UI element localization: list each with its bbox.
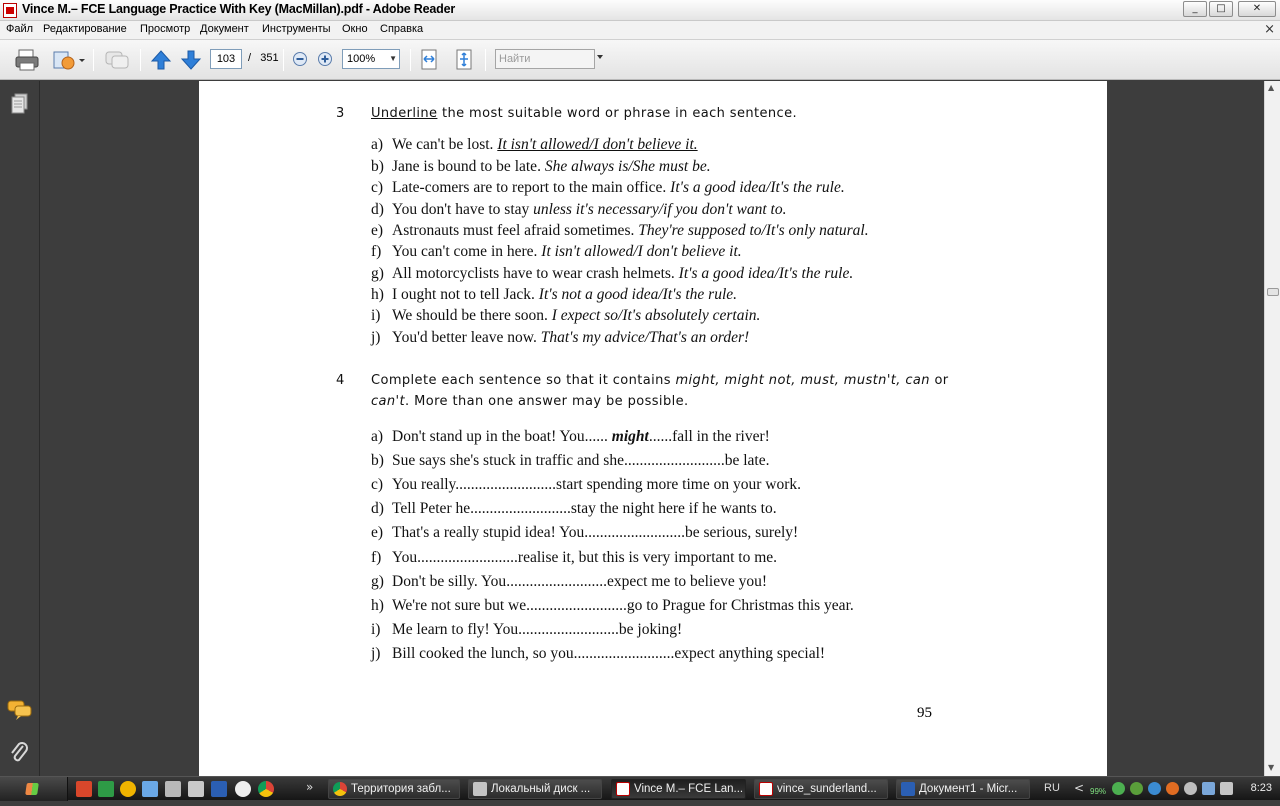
word-icon[interactable]: [211, 781, 227, 797]
users-icon[interactable]: [142, 781, 158, 797]
chrome-icon[interactable]: [258, 781, 274, 797]
item-label: e): [371, 222, 384, 239]
item-text: be joking!: [618, 621, 683, 638]
menu-window[interactable]: Окно: [342, 23, 368, 35]
item-text: You: [392, 549, 418, 566]
item-text: That's a really stupid idea! You: [392, 524, 585, 541]
menu-file[interactable]: Файл: [6, 23, 34, 35]
attachments-paperclip-icon[interactable]: [8, 741, 30, 765]
instruction-text: . More than one answer may be possible.: [405, 394, 689, 409]
scrollbar-thumb[interactable]: [1267, 288, 1279, 296]
exercise-4-item-a: [371, 428, 770, 446]
previous-page-icon[interactable]: [150, 48, 172, 72]
item-text: stay the night here if he wants to.: [570, 500, 777, 517]
menu-help[interactable]: Справка: [380, 23, 424, 35]
item-choice: It's not a good idea/It's the rule.: [538, 286, 738, 303]
item-label: g): [371, 265, 384, 282]
taskbar-item-word[interactable]: [896, 779, 1030, 799]
item-label: b): [371, 452, 384, 469]
menu-document[interactable]: Документ: [200, 23, 249, 35]
item-label: i): [371, 621, 381, 638]
item-choice: It isn't allowed/I don't believe it.: [541, 243, 742, 260]
taskbar: [0, 776, 1280, 800]
taskbar-item-pdf[interactable]: [754, 779, 888, 799]
language-indicator[interactable]: RU: [1044, 782, 1060, 794]
exercise-4-item-h: [371, 597, 854, 615]
item-label: a): [371, 428, 384, 445]
taskbar-item-label: Документ1 - Micr...: [919, 783, 1018, 795]
item-choice: It's a good idea/It's the rule.: [670, 179, 845, 196]
exercise-4-item-j: [371, 645, 825, 663]
item-text: Astronauts must feel afraid sometimes.: [392, 222, 639, 239]
item-label: g): [371, 573, 384, 590]
avast-tray-icon[interactable]: [1166, 782, 1179, 795]
word-icon: [901, 782, 915, 796]
comments-panel-icon[interactable]: [6, 699, 34, 721]
print-icon[interactable]: [14, 48, 40, 72]
exercise-3-item-d: [371, 201, 786, 219]
comment-tool-icon[interactable]: [103, 48, 131, 72]
exercise-4-item-c: [371, 476, 801, 494]
item-blank: ..........................: [417, 549, 518, 566]
exercise-3-item-f: [371, 243, 742, 261]
exercise-4-item-g: [371, 573, 767, 591]
item-label: d): [371, 500, 384, 517]
item-label: j): [371, 329, 381, 346]
item-blank: ..........................: [584, 524, 685, 541]
item-text: All motorcyclists have to wear crash helmets.: [392, 265, 679, 282]
battery-level: 99%: [1090, 787, 1107, 796]
exercise-4-item-e: [371, 524, 798, 542]
excel-icon[interactable]: [98, 781, 114, 797]
share-icon[interactable]: [50, 48, 86, 72]
search-options-chevron-icon[interactable]: [597, 55, 603, 59]
item-text: Don't stand up in the boat! You: [392, 428, 585, 445]
item-label: h): [371, 286, 384, 303]
item-blank: ..........................: [573, 645, 675, 662]
exercise-3-item-c: [371, 179, 845, 197]
fit-page-icon[interactable]: [453, 48, 475, 72]
total-pages: 351: [260, 52, 279, 64]
page-count: [248, 52, 279, 64]
exercise-3-instruction: [371, 106, 797, 121]
taskbar-item-label: Территория забл...: [351, 783, 451, 795]
item-choice: It's a good idea/It's the rule.: [678, 265, 854, 282]
item-label: i): [371, 307, 381, 324]
close-document-icon[interactable]: ×: [1264, 22, 1275, 37]
exercise-3-number: 3: [336, 106, 345, 121]
item-label: c): [371, 179, 384, 196]
exercise-3-item-i: [371, 307, 760, 325]
printed-page-number: 95: [917, 705, 932, 721]
tray-shield-icon[interactable]: [1112, 782, 1125, 795]
item-text: You'd better leave now.: [392, 329, 541, 346]
minimize-button[interactable]: _: [1183, 1, 1207, 17]
item-text: You really: [392, 476, 456, 493]
taskbar-item-chrome[interactable]: [328, 779, 460, 799]
taskbar-item-label: vince_sunderland...: [777, 783, 877, 795]
item-label: f): [371, 243, 382, 260]
drive-icon[interactable]: [165, 781, 181, 797]
item-text: You can't come in here.: [392, 243, 542, 260]
next-page-icon[interactable]: [180, 48, 202, 72]
item-label: e): [371, 524, 384, 541]
exercise-4-item-b: [371, 452, 769, 470]
item-text: be late.: [724, 452, 770, 469]
exercise-4-item-d: [371, 500, 777, 518]
instruction-modals: might, might not, must, mustn't, can: [675, 373, 930, 388]
item-text: start spending more time on your work.: [556, 476, 801, 493]
item-blank: ......: [584, 428, 608, 445]
item-text: Me learn to fly! You: [392, 621, 519, 638]
item-choice: That's my advice/That's an order!: [540, 329, 750, 346]
safely-remove-hardware-icon[interactable]: [1202, 782, 1215, 795]
item-blank: ..........................: [470, 500, 571, 517]
chrome-icon: [333, 782, 347, 796]
exercise-3-item-e: [371, 222, 869, 240]
page-number-input[interactable]: 103: [210, 49, 242, 69]
taskbar-item-label: Локальный диск ...: [491, 783, 591, 795]
scroll-down-icon[interactable]: ▼: [1268, 763, 1275, 772]
item-text: Sue says she's stuck in traffic and she: [392, 452, 624, 469]
page-separator: /: [248, 52, 252, 64]
exercise-3-instruction-keyword: Underline: [371, 106, 438, 121]
item-choice: unless it's necessary/if you don't want to.: [533, 201, 787, 218]
instruction-text: Complete each sentence so that it contains: [371, 373, 676, 388]
item-text: Late-comers are to report to the main office.: [392, 179, 671, 196]
taskbar-item-adobe-reader[interactable]: [611, 779, 746, 799]
pdf-page: [199, 81, 1107, 776]
exercise-3-item-h: [371, 286, 737, 304]
exercise-3-item-a: [371, 136, 698, 154]
item-text: fall in the river!: [672, 428, 770, 445]
title-bar: [0, 0, 1280, 21]
drive-icon[interactable]: [188, 781, 204, 797]
avast-icon[interactable]: [120, 781, 136, 797]
zoom-level-select[interactable]: [342, 49, 400, 69]
item-blank: ..........................: [518, 621, 619, 638]
taskbar-item-explorer[interactable]: [468, 779, 602, 799]
show-hidden-icons-chevron-icon[interactable]: <: [1074, 781, 1085, 795]
item-label: d): [371, 201, 384, 218]
toolbar-separator: [283, 49, 284, 71]
item-text: We should be there soon.: [392, 307, 552, 324]
exercise-3-item-b: [371, 158, 711, 176]
instruction-modal: can't: [371, 394, 406, 409]
item-answer: might: [611, 428, 649, 445]
item-blank: ......: [648, 428, 673, 445]
instruction-text: or: [929, 373, 949, 388]
exercise-4-item-i: [371, 621, 682, 639]
item-label: a): [371, 136, 384, 153]
utorrent-icon[interactable]: [1130, 782, 1143, 795]
item-text: be serious, surely!: [684, 524, 799, 541]
fit-width-icon[interactable]: [418, 48, 440, 72]
item-label: c): [371, 476, 384, 493]
quicklaunch-more-chevron-icon[interactable]: »: [306, 780, 314, 794]
toolbar-separator: [93, 49, 94, 71]
exercise-4-instruction-line-1: [371, 373, 949, 388]
network-icon[interactable]: [1148, 782, 1161, 795]
pdf-file-icon: [759, 782, 773, 796]
search-input[interactable]: Найти: [495, 49, 595, 69]
adobe-reader-icon: [3, 3, 17, 18]
item-blank: ..........................: [623, 452, 725, 469]
chevron-down-icon: ▼: [389, 54, 397, 63]
item-text: expect me to believe you!: [606, 573, 768, 590]
media-player-icon[interactable]: [235, 781, 251, 797]
pdf-file-icon: [616, 782, 630, 796]
item-text: We're not sure but we: [392, 597, 527, 614]
item-label: b): [371, 158, 384, 175]
clock[interactable]: 8:23: [1250, 782, 1272, 794]
item-text: go to Prague for Christmas this year.: [626, 597, 854, 614]
start-button[interactable]: [0, 777, 68, 801]
toolbar-separator: [485, 49, 486, 71]
menu-view[interactable]: Просмотр: [140, 23, 191, 35]
item-text: expect anything special!: [674, 645, 826, 662]
system-tray: [1040, 777, 1280, 801]
item-choice: They're supposed to/It's only natural.: [638, 222, 869, 239]
item-text: Jane is bound to be late.: [392, 158, 545, 175]
quicklaunch-app-icon[interactable]: [76, 781, 92, 797]
menu-edit[interactable]: Редактирование: [43, 23, 127, 35]
exercise-3-item-g: [371, 265, 853, 283]
item-choice: She always is/She must be.: [544, 158, 711, 175]
vertical-scrollbar[interactable]: [1264, 81, 1280, 776]
exercise-4-item-f: [371, 549, 777, 567]
exercise-3-item-j: [371, 329, 749, 347]
volume-icon[interactable]: [1220, 782, 1233, 795]
item-text: You don't have to stay: [392, 201, 534, 218]
toolbar-separator: [410, 49, 411, 71]
drive-icon: [473, 782, 487, 796]
exercise-4-instruction-line-2: [371, 394, 689, 409]
window-title: Vince M.– FCE Language Practice With Key (MacMillan).pdf - Adobe Reader: [22, 2, 455, 16]
item-text: Don't be silly. You: [392, 573, 507, 590]
item-text: I ought not to tell Jack.: [392, 286, 539, 303]
zoom-in-icon[interactable]: [317, 48, 333, 72]
scroll-up-icon[interactable]: ▲: [1268, 83, 1275, 92]
taskbar-item-label: Vince M.– FCE Lan...: [634, 783, 744, 795]
document-viewport: [41, 81, 1264, 776]
item-text: Bill cooked the lunch, so you: [392, 645, 574, 662]
toolbar: [0, 40, 1280, 80]
item-label: h): [371, 597, 384, 614]
menu-bar: [0, 21, 1280, 40]
item-blank: ..........................: [506, 573, 607, 590]
battery-icon[interactable]: [1090, 778, 1108, 798]
toolbar-separator: [140, 49, 141, 71]
item-blank: ..........................: [526, 597, 627, 614]
item-label: f): [371, 549, 382, 566]
item-text: realise it, but this is very important to me.: [517, 549, 778, 566]
close-button[interactable]: ✕: [1238, 1, 1276, 17]
exercise-3-instruction-text: the most suitable word or phrase in each sentence.: [437, 106, 798, 121]
menu-tools[interactable]: Инструменты: [262, 23, 331, 35]
windows-logo-icon: [25, 783, 39, 795]
item-choice: It isn't allowed/I don't believe it.: [497, 136, 698, 153]
zoom-level-value: 100%: [347, 53, 376, 65]
item-text: We can't be lost.: [392, 136, 498, 153]
navigation-panel: [0, 81, 40, 776]
item-text: Tell Peter he: [392, 500, 471, 517]
exercise-4-number: 4: [336, 373, 345, 388]
pages-panel-icon[interactable]: [10, 93, 30, 115]
maximize-button[interactable]: □: [1209, 1, 1233, 17]
item-label: j): [371, 645, 381, 662]
item-choice: I expect so/It's absolutely certain.: [551, 307, 761, 324]
item-blank: ..........................: [455, 476, 557, 493]
tray-tool-icon[interactable]: [1184, 782, 1197, 795]
zoom-out-icon[interactable]: [292, 48, 308, 72]
